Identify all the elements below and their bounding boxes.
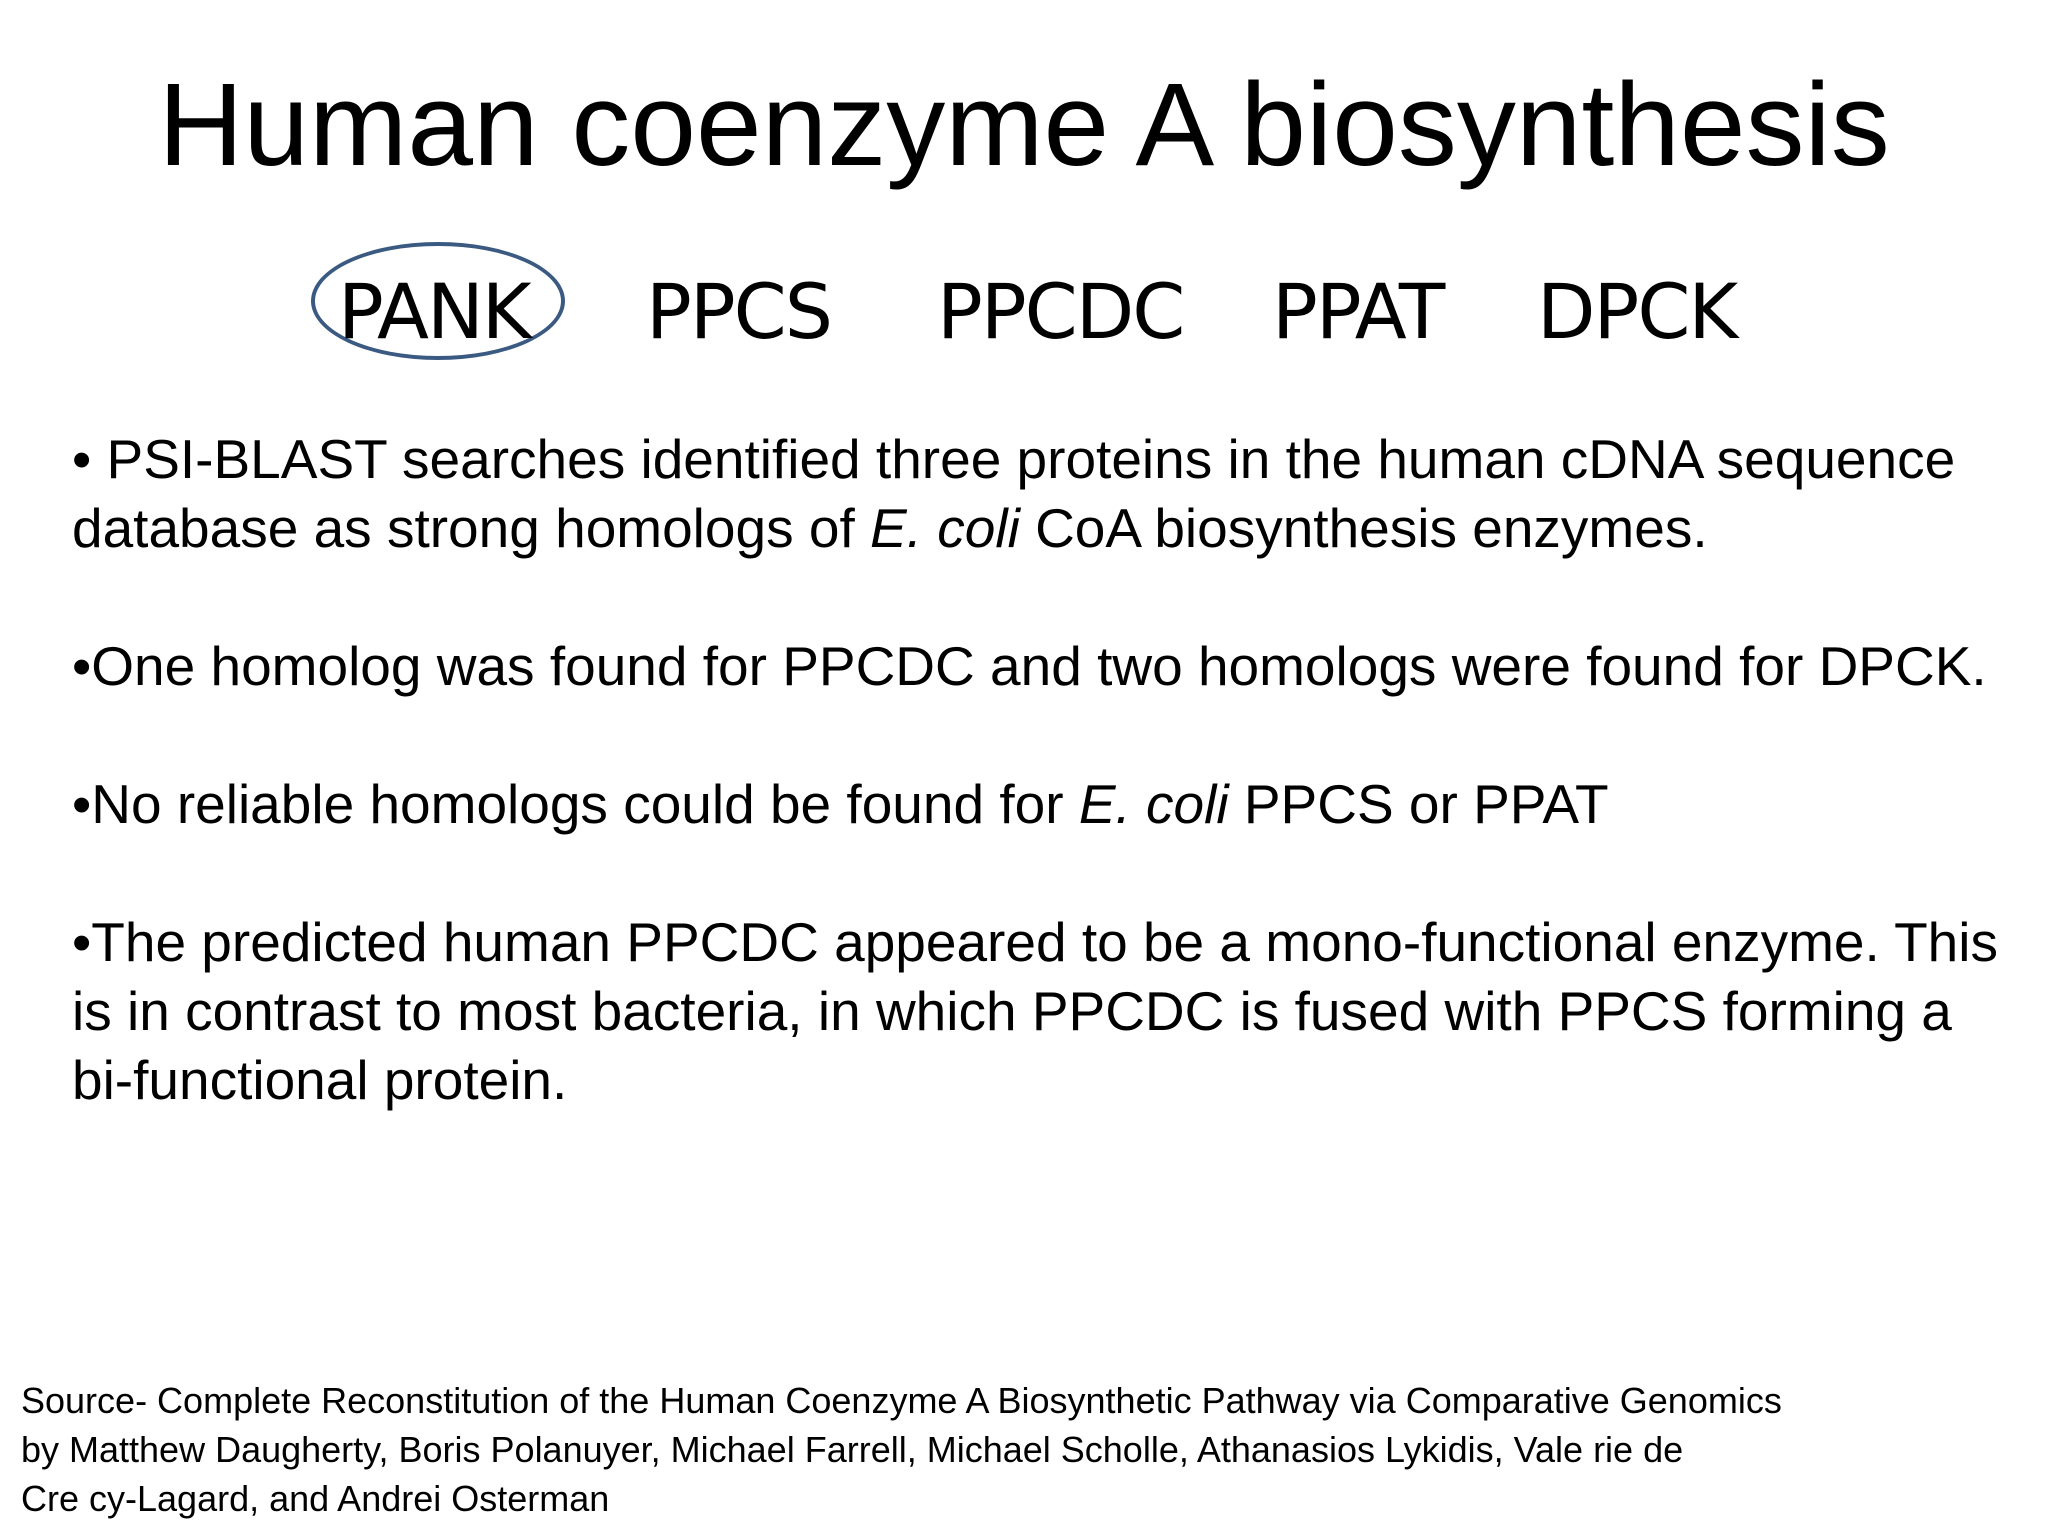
- bullet-text: CoA biosynthesis enzymes.: [1019, 497, 1708, 559]
- enzyme-ppat: PPAT: [1272, 267, 1444, 356]
- bullet-text: •No reliable homologs could be found for: [72, 773, 1079, 835]
- source-citation: [21, 1376, 2031, 1523]
- species-name: E. coli: [870, 497, 1020, 559]
- enzyme-ppcs: PPCS: [646, 267, 831, 356]
- bullet-text: • PSI-BLAST searches identified three proteins in the human cDNA sequence database as strong homologs of: [72, 428, 1956, 559]
- source-line: by Matthew Daugherty, Boris Polanuyer, Michael Farrell, Michael Scholle, Athanasios Lykidis, Vale rie de: [21, 1429, 1684, 1470]
- source-line: Source- Complete Reconstitution of the Human Coenzyme A Biosynthetic Pathway via Comparative Genomics: [21, 1380, 1782, 1421]
- bullet-no-homologs: [72, 770, 2012, 839]
- source-line: Cre cy-Lagard, and Andrei Osterman: [21, 1478, 610, 1519]
- bullet-homologs-found: •One homolog was found for PPCDC and two homologs were found for DPCK.: [72, 635, 1987, 697]
- slide-title: Human coenzyme A biosynthesis: [158, 59, 1890, 191]
- enzyme-ppcdc: PPCDC: [937, 267, 1184, 356]
- enzyme-pank: PANK: [338, 267, 530, 356]
- enzyme-dpck: DPCK: [1537, 267, 1737, 356]
- bullet-list: [72, 425, 2012, 1184]
- bullet-text: PPCS or PPAT: [1228, 773, 1609, 835]
- bullet-psi-blast: [72, 425, 2012, 563]
- species-name: E. coli: [1078, 773, 1229, 835]
- bullet-mono-functional: •The predicted human PPCDC appeared to be a mono-functional enzyme. This is in contrast to most bacteria, in which PPCDC is fused with PPCS forming a bi-functional protein.: [72, 911, 1998, 1111]
